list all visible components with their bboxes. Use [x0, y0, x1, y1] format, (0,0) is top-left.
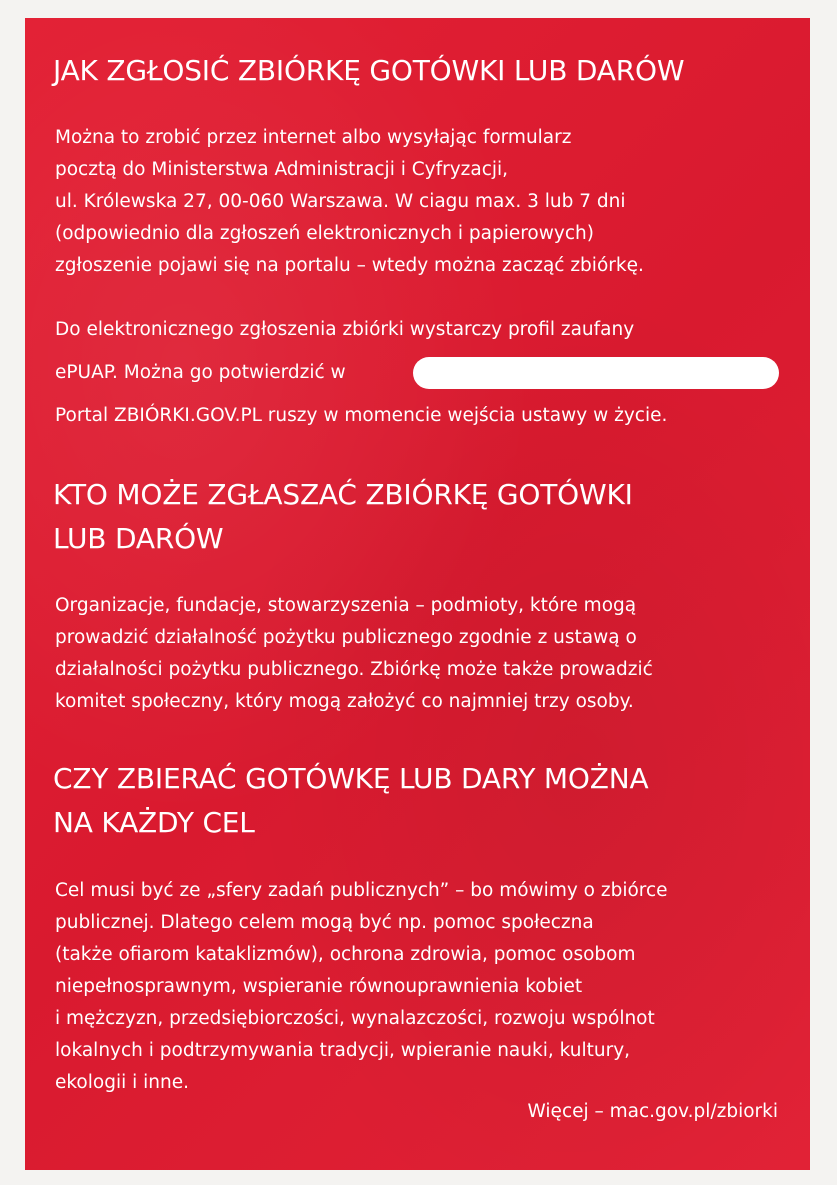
paragraph-line: i mężczyzn, przedsiębiorczości, wynalazczości, rozwoju wspólnot [55, 1008, 655, 1029]
paragraph-line: prowadzić działalność pożytku publicznego zgodnie z ustawą o [55, 627, 637, 648]
section-3-title [53, 757, 648, 845]
redacted-link-box [413, 357, 779, 389]
section-2-title [53, 473, 633, 561]
section-3-paragraph [55, 875, 668, 1099]
more-info-link[interactable]: Więcej – mac.gov.pl/zbiorki [527, 1101, 778, 1122]
paragraph-line: publicznej. Dlatego celem mogą być np. pomoc społeczna [55, 912, 594, 933]
section-3-title-line: NA KAŻDY CEL [53, 806, 255, 839]
paragraph-line: działalności pożytku publicznego. Zbiórkę może także prowadzić [55, 659, 653, 680]
paragraph-line: lokalnych i podtrzymywania tradycji, wpieranie nauki, kultury, [55, 1040, 631, 1061]
paragraph-line: pocztą do Ministerstwa Administracji i Cyfryzacji, [55, 159, 509, 180]
paragraph-line: (także ofiarom kataklizmów), ochrona zdrowia, pomoc osobom [55, 944, 636, 965]
paragraph-line: ul. Królewska 27, 00-060 Warszawa. W ciagu max. 3 lub 7 dni [55, 191, 626, 212]
paragraph-line: Można to zrobić przez internet albo wysyłając formularz [55, 127, 572, 148]
paragraph-line: zgłoszenie pojawi się na portalu – wtedy można zacząć zbiórkę. [55, 255, 644, 276]
section-1-title: JAK ZGŁOSIĆ ZBIÓRKĘ GOTÓWKI LUB DARÓW [53, 54, 685, 87]
section-1-paragraph-1 [55, 122, 644, 282]
section-3-title-line: CZY ZBIERAĆ GOTÓWKĘ LUB DARY MOŻNA [53, 762, 649, 795]
paragraph-line: komitet społeczny, który mogą założyć co najmniej trzy osoby. [55, 691, 634, 712]
epuap-confirm-line: ePUAP. Można go potwierdzić w [55, 362, 346, 383]
paragraph-line: Organizacje, fundacje, stowarzyszenia – podmioty, które mogą [55, 595, 637, 616]
paragraph-line: (odpowiednio dla zgłoszeń elektronicznych i papierowych) [55, 223, 594, 244]
paragraph-line: niepełnosprawnym, wspieranie równouprawnienia kobiet [55, 976, 583, 997]
leaflet-panel [25, 18, 810, 1170]
paragraph-line: Cel musi być ze „sfery zadań publicznych” – bo mówimy o zbiórce [55, 880, 668, 901]
section-2-paragraph [55, 590, 653, 718]
portal-launch-line: Portal ZBIÓRKI.GOV.PL ruszy w momencie wejścia ustawy w życie. [55, 405, 668, 426]
paragraph-line: ekologii i inne. [55, 1072, 189, 1093]
section-2-title-line: KTO MOŻE ZGŁASZAĆ ZBIÓRKĘ GOTÓWKI [53, 478, 633, 511]
section-2-title-line: LUB DARÓW [53, 522, 224, 555]
epuap-intro-line: Do elektronicznego zgłoszenia zbiórki wystarczy profil zaufany [55, 319, 635, 340]
